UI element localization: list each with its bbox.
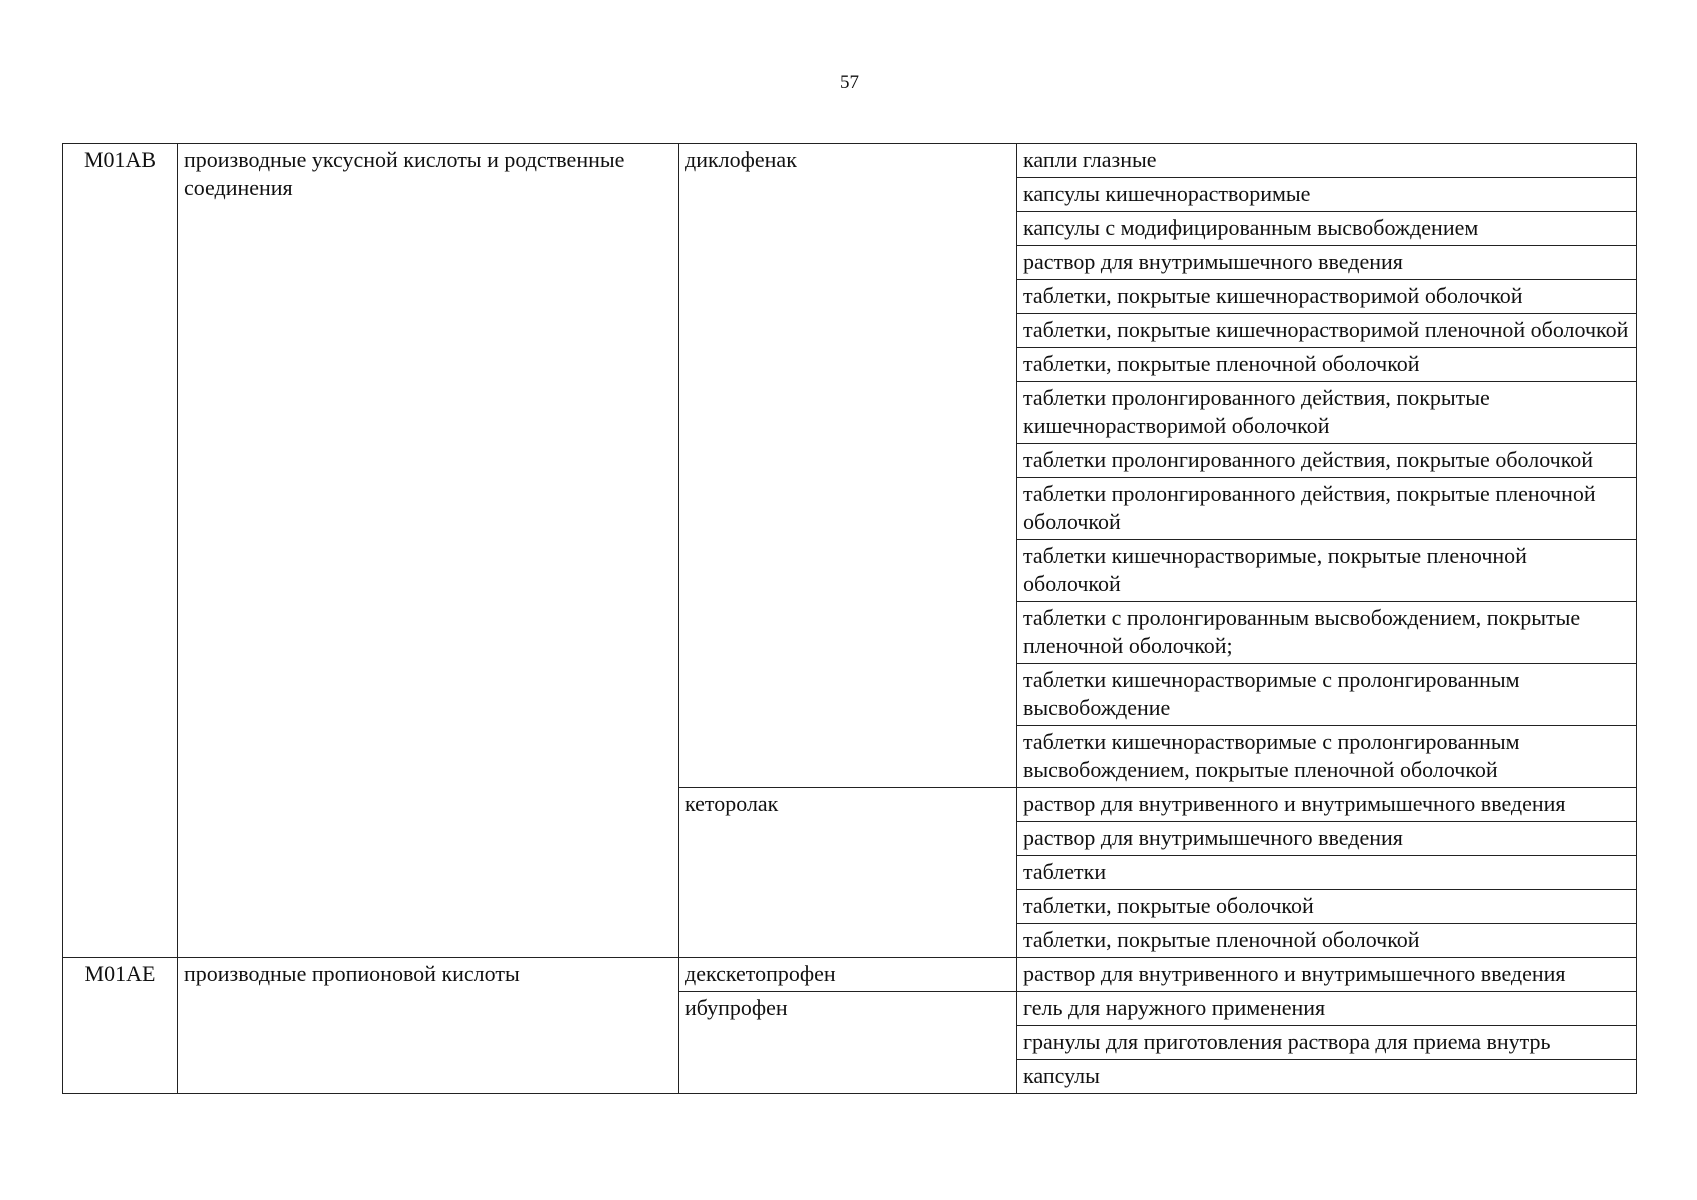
drug-name: кеторолак bbox=[679, 788, 1017, 958]
dosage-form: гранулы для приготовления раствора для приема внутрь bbox=[1017, 1026, 1637, 1060]
dosage-form: раствор для внутримышечного введения bbox=[1017, 822, 1637, 856]
dosage-form: таблетки, покрытые пленочной оболочкой bbox=[1017, 924, 1637, 958]
drug-name: декскетопрофен bbox=[679, 958, 1017, 992]
dosage-form: капсулы кишечнорастворимые bbox=[1017, 178, 1637, 212]
dosage-form: таблетки, покрытые кишечнорастворимой оболочкой bbox=[1017, 280, 1637, 314]
dosage-form: капсулы bbox=[1017, 1060, 1637, 1094]
dosage-form: таблетки, покрытые оболочкой bbox=[1017, 890, 1637, 924]
dosage-form: таблетки пролонгированного действия, покрытые пленочной оболочкой bbox=[1017, 478, 1637, 540]
drug-name: ибупрофен bbox=[679, 992, 1017, 1094]
dosage-form: раствор для внутримышечного введения bbox=[1017, 246, 1637, 280]
page-number: 57 bbox=[840, 72, 859, 93]
table-row bbox=[63, 958, 1637, 992]
dosage-form: таблетки кишечнорастворимые, покрытые пленочной оболочкой bbox=[1017, 540, 1637, 602]
dosage-form: таблетки кишечнорастворимые с пролонгированным высвобождение bbox=[1017, 664, 1637, 726]
dosage-form: таблетки с пролонгированным высвобождением, покрытые пленочной оболочкой; bbox=[1017, 602, 1637, 664]
atc-code: M01AE bbox=[63, 958, 178, 1094]
dosage-form: таблетки пролонгированного действия, покрытые оболочкой bbox=[1017, 444, 1637, 478]
table-row bbox=[63, 144, 1637, 178]
dosage-form: таблетки bbox=[1017, 856, 1637, 890]
group-name: производные уксусной кислоты и родственные соединения bbox=[178, 144, 679, 958]
dosage-form: таблетки пролонгированного действия, покрытые кишечнорастворимой оболочкой bbox=[1017, 382, 1637, 444]
group-name: производные пропионовой кислоты bbox=[178, 958, 679, 1094]
dosage-form: раствор для внутривенного и внутримышечного введения bbox=[1017, 958, 1637, 992]
dosage-form: капсулы с модифицированным высвобождением bbox=[1017, 212, 1637, 246]
dosage-form: таблетки кишечнорастворимые с пролонгированным высвобождением, покрытые пленочной оболочкой bbox=[1017, 726, 1637, 788]
dosage-form: таблетки, покрытые пленочной оболочкой bbox=[1017, 348, 1637, 382]
dosage-form: таблетки, покрытые кишечнорастворимой пленочной оболочкой bbox=[1017, 314, 1637, 348]
dosage-form: капли глазные bbox=[1017, 144, 1637, 178]
drug-name: диклофенак bbox=[679, 144, 1017, 788]
drug-table bbox=[62, 143, 1637, 1094]
atc-code: M01AB bbox=[63, 144, 178, 958]
dosage-form: гель для наружного применения bbox=[1017, 992, 1637, 1026]
dosage-form: раствор для внутривенного и внутримышечного введения bbox=[1017, 788, 1637, 822]
